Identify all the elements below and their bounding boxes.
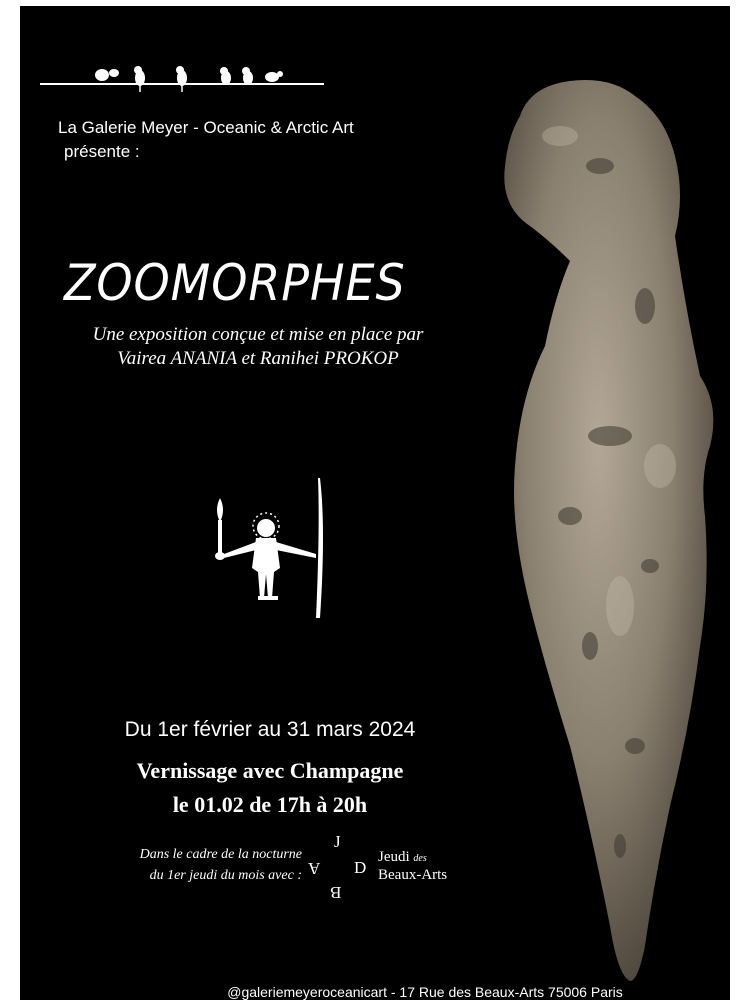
exhibition-title: ZOOMORPHES — [64, 254, 406, 312]
jdba-logo — [304, 832, 374, 908]
presents-text: présente : — [64, 142, 140, 161]
exhibition-subtitle — [58, 323, 458, 371]
logo-letter-b: B — [330, 883, 342, 902]
partner-name-part-1: Jeudi — [378, 849, 410, 865]
partner-name-part-3: Beaux-Arts — [378, 867, 448, 883]
logo-letter-j: J — [334, 832, 341, 851]
partner-name-part-2: des — [413, 853, 427, 864]
exhibition-poster — [20, 6, 730, 1000]
subtitle-line-1: Une exposition conçue et mise en place par — [92, 324, 424, 345]
gallery-presenter — [58, 116, 354, 164]
gallery-name: La Galerie Meyer - Oceanic & Arctic Art — [58, 118, 354, 137]
nocturne-note — [58, 844, 302, 886]
jeudi-des-beaux-arts-name — [378, 849, 447, 883]
subtitle-line-2: Vairea ANANIA et Ranihei PROKOP — [117, 348, 399, 369]
vernissage-title: Vernissage avec Champagne — [136, 758, 404, 783]
nocturne-line-2: du 1er jeudi du mois avec : — [149, 868, 302, 883]
birds-on-wire-icon — [40, 58, 330, 94]
stone-sculpture-image — [460, 46, 730, 986]
footer-address: @galeriemeyeroceanicart - 17 Rue des Beaux-Arts 75006 Paris — [227, 984, 623, 1000]
exhibition-dates: Du 1er février au 31 mars 2024 — [124, 718, 416, 741]
vernissage-time: le 01.02 de 17h à 20h — [172, 792, 368, 817]
logo-letter-d: D — [354, 858, 367, 877]
logo-letter-a: A — [308, 859, 321, 878]
nocturne-line-1: Dans le cadre de la nocturne — [139, 847, 302, 862]
warrior-figure-icon — [198, 468, 328, 628]
